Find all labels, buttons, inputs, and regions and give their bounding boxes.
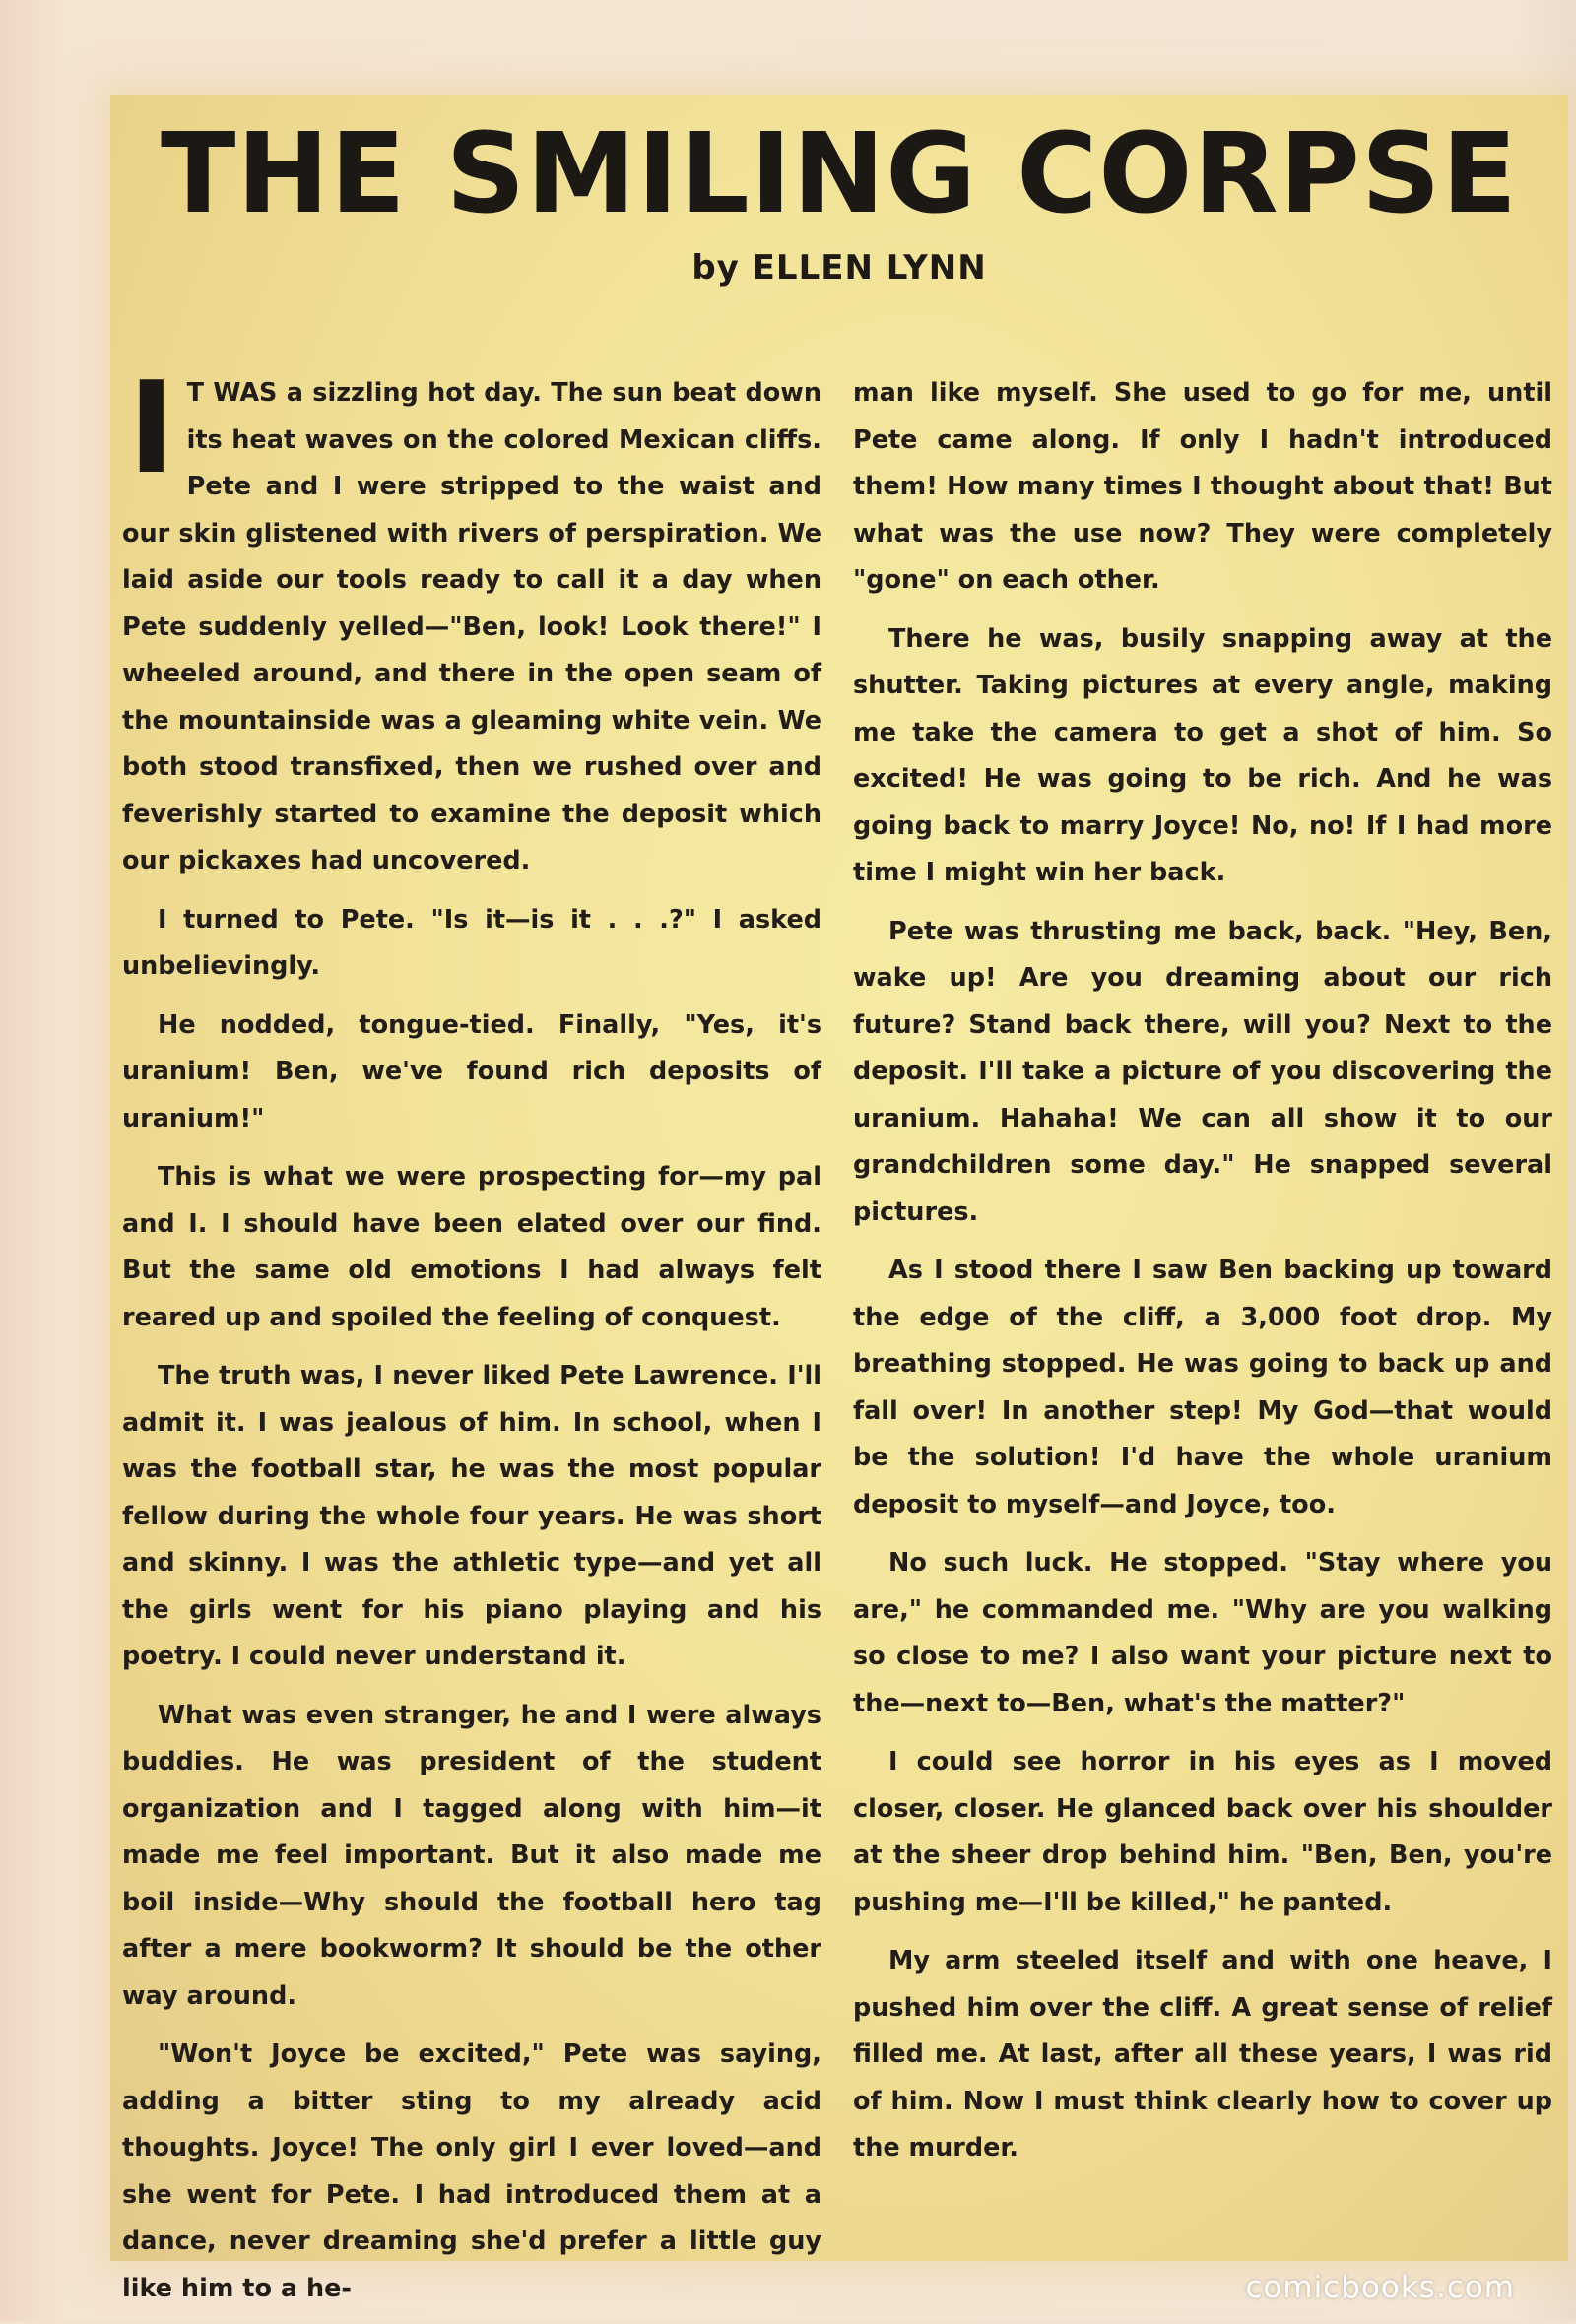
story-title: THE SMILING CORPSE (160, 110, 1519, 238)
right-column (853, 370, 1552, 2184)
watermark: comicbooks.com (1245, 2270, 1515, 2305)
paragraph: man like myself. She used to go for me, until Pete came along. If only I hadn't introduced them! How many times I thought about that! But what was the use now? They were completely "gone" on each other. (853, 378, 1552, 595)
paragraph: I could see horror in his eyes as I moved closer, closer. He glanced back over his shoulder at the sheer drop behind him. "Ben, Ben, you're pushing me—I'll be killed," he panted. (853, 1747, 1552, 1917)
paragraph-text: T WAS a sizzling hot day. The sun beat down its heat waves on the colored Mexican cliffs. Pete and I were stripped to the waist and our skin glistened with rivers of perspiration. We laid aside our tools ready to call it a day when Pete suddenly yelled—"Ben, look! Look there!" I wheeled around, and there in the open seam of the mountainside was a gleaming white vein. We both stood transfixed, then we rushed over and feverishly started to examine the deposit which our pickaxes had uncovered. (122, 378, 821, 875)
paragraph: There he was, busily snapping away at the shutter. Taking pictures at every angle, making me take the camera to get a shot of him. So excited! He was going to be rich. And he was going back to marry Joyce! No, no! If I had more time I might win her back. (853, 623, 1552, 887)
paragraph: He nodded, tongue-tied. Finally, "Yes, it's uranium! Ben, we've found rich deposits of uranium!" (122, 1009, 821, 1133)
paragraph: As I stood there I saw Ben backing up toward the edge of the cliff, a 3,000 foot drop. My breathing stopped. He was going to back up and fall over! In another step! My God—that would be the solution! I'd have the whole uranium deposit to myself—and Joyce, too. (853, 1256, 1552, 1519)
paragraph: Pete was thrusting me back, back. "Hey, Ben, wake up! Are you dreaming about our rich future? Stand back there, will you? Next to the deposit. I'll take a picture of you discovering the uranium. Hahaha! We can all show it to our grandchildren some day." He snapped several pictures. (853, 916, 1552, 1227)
paragraph (122, 355, 821, 885)
paragraph: I turned to Pete. "Is it—is it . . .?" I asked unbelievingly. (122, 904, 821, 981)
drop-cap: I (128, 355, 175, 502)
story-byline: by ELLEN LYNN (691, 248, 987, 288)
paragraph: The truth was, I never liked Pete Lawrence. I'll admit it. I was jealous of him. In school, when I was the football star, he was the most popular fellow during the whole four years. He was short and skinny. I was the athletic type—and yet all the girls went for his piano playing and his poetry. I could never understand it. (122, 1361, 821, 1671)
paragraph: My arm steeled itself and with one heave, I pushed him over the cliff. A great sense of relief filled me. At last, after all these years, I was rid of him. Now I must think clearly how to cover up the murder. (853, 1946, 1552, 2163)
paragraph: What was even stranger, he and I were always buddies. He was president of the student organization and I tagged along with him—it made me feel important. But it also made me boil inside—Why should the football hero tag after a mere bookworm? It should be the other way around. (122, 1700, 821, 2011)
paragraph: No such luck. He stopped. "Stay where you are," he commanded me. "Why are you walking so close to me? I also want your picture next to the—next to—Ben, what's the matter?" (853, 1548, 1552, 1718)
left-column (122, 355, 821, 2324)
paragraph: "Won't Joyce be excited," Pete was saying, adding a bitter sting to my already acid thoughts. Joyce! The only girl I ever loved—and she went for Pete. I had introduced them at a dance, never dreaming she'd prefer a little guy like him to a he- (122, 2039, 821, 2303)
paragraph: This is what we were prospecting for—my pal and I. I should have been elated over our find. But the same old emotions I had always felt reared up and spoiled the feeling of conquest. (122, 1162, 821, 1332)
